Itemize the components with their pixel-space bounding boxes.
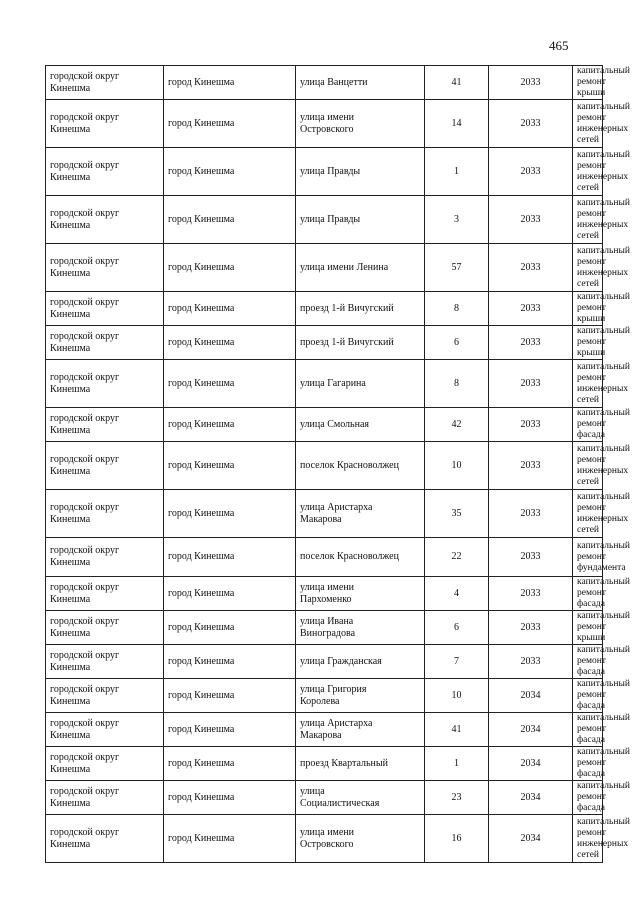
city-cell: город Кинешма bbox=[164, 196, 296, 244]
street-line: улица Гагарина bbox=[300, 377, 366, 389]
street-cell bbox=[296, 679, 425, 713]
house-number-cell: 42 bbox=[425, 408, 489, 442]
year-cell: 2033 bbox=[489, 292, 573, 326]
house-number-cell: 6 bbox=[425, 326, 489, 360]
work-type-cell: капитальный ремонт фасада bbox=[573, 577, 603, 611]
house-number-cell: 10 bbox=[425, 679, 489, 713]
street-line: Островского bbox=[300, 838, 354, 850]
okrug-line: городской округ bbox=[50, 717, 120, 729]
okrug-line: Кинешма bbox=[50, 82, 91, 94]
year-cell: 2034 bbox=[489, 679, 573, 713]
okrug-line: Кинешма bbox=[50, 308, 91, 320]
street-cell bbox=[296, 100, 425, 148]
okrug-line: городской округ bbox=[50, 207, 120, 219]
year-cell: 2034 bbox=[489, 815, 573, 863]
okrug-line: городской округ bbox=[50, 545, 120, 556]
okrug-line: городской округ bbox=[50, 296, 120, 308]
street-cell bbox=[296, 148, 425, 196]
city-cell: город Кинешма bbox=[164, 148, 296, 196]
okrug-cell bbox=[46, 490, 164, 538]
work-type-cell: капитальный ремонт инженерных сетей bbox=[573, 815, 603, 863]
city-cell: город Кинешма bbox=[164, 408, 296, 442]
street-line: поселок Красноволжец bbox=[300, 551, 399, 562]
street-line: улица Смольная bbox=[300, 418, 369, 430]
work-type-cell: капитальный ремонт инженерных сетей bbox=[573, 490, 603, 538]
okrug-line: городской округ bbox=[50, 615, 120, 627]
street-line: проезд Квартальный bbox=[300, 757, 388, 769]
year-cell: 2033 bbox=[489, 645, 573, 679]
okrug-line: городской округ bbox=[50, 453, 120, 465]
city-cell: город Кинешма bbox=[164, 100, 296, 148]
work-type-cell: капитальный ремонт крыши bbox=[573, 66, 603, 100]
year-cell: 2033 bbox=[489, 326, 573, 360]
okrug-line: городской округ bbox=[50, 785, 120, 797]
okrug-line: Кинешма bbox=[50, 661, 91, 673]
work-type-cell: капитальный ремонт фасада bbox=[573, 679, 603, 713]
okrug-line: Кинешма bbox=[50, 557, 91, 568]
okrug-line: городской округ bbox=[50, 649, 120, 661]
okrug-cell bbox=[46, 538, 164, 577]
table-row bbox=[46, 815, 603, 863]
street-cell bbox=[296, 244, 425, 292]
house-number-cell: 8 bbox=[425, 292, 489, 326]
table-row bbox=[46, 66, 603, 100]
work-type-cell: капитальный ремонт крыши bbox=[573, 292, 603, 326]
street-cell bbox=[296, 66, 425, 100]
okrug-line: городской округ bbox=[50, 826, 120, 838]
okrug-line: городской округ bbox=[50, 70, 120, 82]
okrug-line: городской округ bbox=[50, 330, 120, 342]
okrug-cell bbox=[46, 360, 164, 408]
table-row bbox=[46, 679, 603, 713]
work-type-cell: капитальный ремонт фасада bbox=[573, 747, 603, 781]
city-cell: город Кинешма bbox=[164, 577, 296, 611]
street-line: улица Аристарха bbox=[300, 501, 373, 513]
okrug-cell bbox=[46, 244, 164, 292]
city-cell: город Кинешма bbox=[164, 611, 296, 645]
street-line: улица имени bbox=[300, 826, 355, 838]
okrug-cell bbox=[46, 292, 164, 326]
street-cell bbox=[296, 360, 425, 408]
work-type-cell: капитальный ремонт фасада bbox=[573, 713, 603, 747]
street-line: улица имени Ленина bbox=[300, 261, 389, 273]
house-number-cell: 14 bbox=[425, 100, 489, 148]
okrug-line: Кинешма bbox=[50, 424, 91, 436]
house-number-cell: 1 bbox=[425, 747, 489, 781]
table-row bbox=[46, 645, 603, 679]
city-cell: город Кинешма bbox=[164, 538, 296, 577]
table-row bbox=[46, 326, 603, 360]
okrug-line: городской округ bbox=[50, 111, 120, 123]
year-cell: 2033 bbox=[489, 611, 573, 645]
street-line: улица Аристарха bbox=[300, 717, 373, 729]
street-line: Королева bbox=[300, 695, 340, 707]
street-line: улица имени bbox=[300, 581, 355, 593]
okrug-line: городской округ bbox=[50, 751, 120, 763]
table-row bbox=[46, 408, 603, 442]
okrug-line: Кинешма bbox=[50, 171, 91, 183]
okrug-cell bbox=[46, 679, 164, 713]
street-cell bbox=[296, 815, 425, 863]
okrug-line: Кинешма bbox=[50, 383, 91, 395]
okrug-cell bbox=[46, 747, 164, 781]
street-line: улица bbox=[300, 785, 325, 797]
okrug-line: городской округ bbox=[50, 581, 120, 593]
street-line: улица имени bbox=[300, 111, 355, 123]
table-row bbox=[46, 244, 603, 292]
okrug-cell bbox=[46, 442, 164, 490]
okrug-line: Кинешма bbox=[50, 729, 91, 741]
page-number: 465 bbox=[549, 38, 569, 53]
street-line: улица Ивана bbox=[300, 615, 354, 627]
street-cell bbox=[296, 442, 425, 490]
street-cell bbox=[296, 292, 425, 326]
okrug-line: Кинешма bbox=[50, 763, 91, 775]
street-line: Социалистическая bbox=[300, 797, 380, 809]
house-number-cell: 41 bbox=[425, 713, 489, 747]
city-cell: город Кинешма bbox=[164, 679, 296, 713]
city-cell: город Кинешма bbox=[164, 360, 296, 408]
house-number-cell: 8 bbox=[425, 360, 489, 408]
work-type-cell: капитальный ремонт фундамента bbox=[573, 538, 603, 577]
city-cell: город Кинешма bbox=[164, 490, 296, 538]
okrug-cell bbox=[46, 781, 164, 815]
street-cell bbox=[296, 713, 425, 747]
okrug-line: Кинешма bbox=[50, 342, 91, 354]
city-cell: город Кинешма bbox=[164, 442, 296, 490]
house-number-cell: 23 bbox=[425, 781, 489, 815]
house-number-cell: 4 bbox=[425, 577, 489, 611]
street-cell bbox=[296, 490, 425, 538]
street-cell bbox=[296, 196, 425, 244]
house-number-cell: 6 bbox=[425, 611, 489, 645]
okrug-line: Кинешма bbox=[50, 797, 91, 809]
year-cell: 2033 bbox=[489, 577, 573, 611]
street-cell bbox=[296, 577, 425, 611]
house-number-cell: 10 bbox=[425, 442, 489, 490]
table-row bbox=[46, 747, 603, 781]
house-number-cell: 41 bbox=[425, 66, 489, 100]
street-line: улица Правды bbox=[300, 213, 361, 225]
street-cell bbox=[296, 645, 425, 679]
city-cell: город Кинешма bbox=[164, 781, 296, 815]
house-number-cell: 35 bbox=[425, 490, 489, 538]
city-cell: город Кинешма bbox=[164, 244, 296, 292]
okrug-line: городской округ bbox=[50, 501, 120, 513]
street-line: Виноградова bbox=[300, 627, 356, 639]
work-type-cell: капитальный ремонт инженерных сетей bbox=[573, 442, 603, 490]
okrug-cell bbox=[46, 326, 164, 360]
city-cell: город Кинешма bbox=[164, 326, 296, 360]
okrug-line: городской округ bbox=[50, 412, 120, 424]
work-type-cell: капитальный ремонт инженерных сетей bbox=[573, 244, 603, 292]
okrug-line: Кинешма bbox=[50, 593, 91, 605]
city-cell: город Кинешма bbox=[164, 645, 296, 679]
okrug-cell bbox=[46, 815, 164, 863]
table-row bbox=[46, 442, 603, 490]
year-cell: 2033 bbox=[489, 538, 573, 577]
work-type-cell: капитальный ремонт крыши bbox=[573, 326, 603, 360]
work-type-cell: капитальный ремонт инженерных сетей bbox=[573, 196, 603, 244]
okrug-line: городской округ bbox=[50, 683, 120, 695]
house-number-cell: 57 bbox=[425, 244, 489, 292]
okrug-cell bbox=[46, 611, 164, 645]
work-type-cell: капитальный ремонт фасада bbox=[573, 645, 603, 679]
street-line: поселок Красноволжец bbox=[300, 459, 399, 471]
okrug-line: Кинешма bbox=[50, 695, 91, 707]
table-row bbox=[46, 148, 603, 196]
year-cell: 2033 bbox=[489, 360, 573, 408]
okrug-cell bbox=[46, 100, 164, 148]
house-number-cell: 7 bbox=[425, 645, 489, 679]
table-row bbox=[46, 781, 603, 815]
okrug-cell bbox=[46, 196, 164, 244]
table-row bbox=[46, 577, 603, 611]
year-cell: 2033 bbox=[489, 100, 573, 148]
street-line: Макарова bbox=[300, 513, 342, 525]
okrug-line: Кинешма bbox=[50, 513, 91, 525]
okrug-line: Кинешма bbox=[50, 627, 91, 639]
okrug-line: городской округ bbox=[50, 371, 120, 383]
year-cell: 2033 bbox=[489, 490, 573, 538]
table-row bbox=[46, 100, 603, 148]
street-line: проезд 1-й Вичугский bbox=[300, 336, 394, 348]
okrug-cell bbox=[46, 713, 164, 747]
work-type-cell: капитальный ремонт инженерных сетей bbox=[573, 100, 603, 148]
table-row bbox=[46, 611, 603, 645]
street-cell bbox=[296, 326, 425, 360]
okrug-line: Кинешма bbox=[50, 465, 91, 477]
street-line: улица Григория bbox=[300, 683, 367, 695]
year-cell: 2033 bbox=[489, 244, 573, 292]
city-cell: город Кинешма bbox=[164, 815, 296, 863]
table-body bbox=[46, 66, 630, 863]
okrug-cell bbox=[46, 645, 164, 679]
street-cell bbox=[296, 538, 425, 577]
work-type-cell: капитальный ремонт фасада bbox=[573, 781, 603, 815]
okrug-line: Кинешма bbox=[50, 838, 91, 850]
year-cell: 2033 bbox=[489, 442, 573, 490]
okrug-line: городской округ bbox=[50, 255, 120, 267]
year-cell: 2033 bbox=[489, 148, 573, 196]
work-type-cell: капитальный ремонт фасада bbox=[573, 408, 603, 442]
okrug-cell bbox=[46, 66, 164, 100]
okrug-line: Кинешма bbox=[50, 219, 91, 231]
table-row bbox=[46, 360, 603, 408]
okrug-cell bbox=[46, 577, 164, 611]
street-line: улица Правды bbox=[300, 165, 361, 177]
city-cell: город Кинешма bbox=[164, 292, 296, 326]
city-cell: город Кинешма bbox=[164, 713, 296, 747]
work-type-cell: капитальный ремонт крыши bbox=[573, 611, 603, 645]
street-line: Макарова bbox=[300, 729, 342, 741]
street-cell bbox=[296, 611, 425, 645]
year-cell: 2034 bbox=[489, 747, 573, 781]
work-type-cell: капитальный ремонт инженерных сетей bbox=[573, 148, 603, 196]
year-cell: 2034 bbox=[489, 713, 573, 747]
year-cell: 2033 bbox=[489, 66, 573, 100]
okrug-line: Кинешма bbox=[50, 267, 91, 279]
year-cell: 2033 bbox=[489, 408, 573, 442]
housing-repair-table bbox=[45, 65, 630, 863]
street-line: проезд 1-й Вичугский bbox=[300, 302, 394, 314]
table-row bbox=[46, 538, 603, 577]
house-number-cell: 1 bbox=[425, 148, 489, 196]
street-line: Островского bbox=[300, 123, 354, 135]
table-row bbox=[46, 292, 603, 326]
okrug-line: городской округ bbox=[50, 159, 120, 171]
street-cell bbox=[296, 747, 425, 781]
okrug-cell bbox=[46, 148, 164, 196]
table-row bbox=[46, 490, 603, 538]
city-cell: город Кинешма bbox=[164, 66, 296, 100]
street-cell bbox=[296, 408, 425, 442]
house-number-cell: 3 bbox=[425, 196, 489, 244]
street-line: Пархоменко bbox=[300, 593, 352, 605]
work-type-cell: капитальный ремонт инженерных сетей bbox=[573, 360, 603, 408]
street-line: улица Ванцетти bbox=[300, 76, 368, 88]
house-number-cell: 16 bbox=[425, 815, 489, 863]
okrug-cell bbox=[46, 408, 164, 442]
street-cell bbox=[296, 781, 425, 815]
table-row bbox=[46, 713, 603, 747]
city-cell: город Кинешма bbox=[164, 747, 296, 781]
street-line: улица Гражданская bbox=[300, 655, 382, 667]
year-cell: 2034 bbox=[489, 781, 573, 815]
house-number-cell: 22 bbox=[425, 538, 489, 577]
table-row bbox=[46, 196, 603, 244]
okrug-line: Кинешма bbox=[50, 123, 91, 135]
year-cell: 2033 bbox=[489, 196, 573, 244]
